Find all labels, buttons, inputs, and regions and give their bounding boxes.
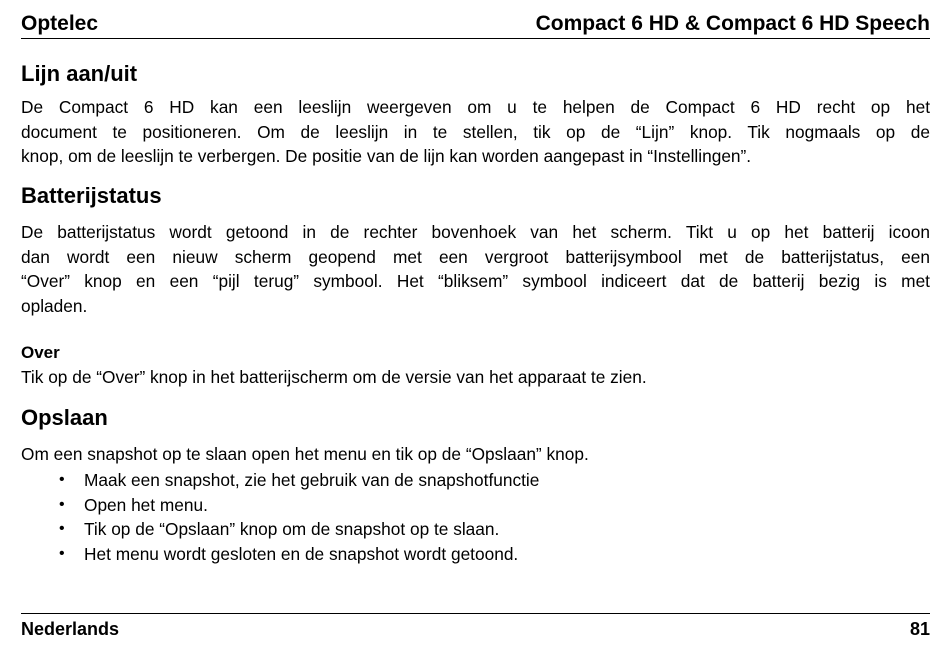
bullet-icon: • [59, 544, 65, 562]
section-body-lijn [21, 95, 930, 169]
list-item [21, 468, 930, 493]
paragraph-line: dan wordt een nieuw scherm geopend met een vergroot batterijsymbool met de batterijstatus, een [21, 246, 930, 267]
section-title-batterijstatus: Batterijstatus [21, 183, 162, 208]
list-item [21, 517, 930, 542]
paragraph-line: “Over” knop en een “pijl terug” symbool. Het “bliksem” symbool indiceert dat de batterij bezig is met [21, 271, 930, 292]
list-item-text: Open het menu. [84, 494, 208, 515]
bullet-icon: • [59, 520, 65, 538]
footer-language: Nederlands [21, 619, 120, 639]
paragraph-line: opladen. [21, 295, 88, 316]
footer-page-number: 81 [909, 619, 930, 639]
subsection-title-over: Over [21, 343, 60, 362]
manual-page [21, 0, 930, 646]
section-intro-opslaan: Om een snapshot op te slaan open het menu en tik op de “Opslaan” knop. [21, 444, 589, 464]
section-title-lijn: Lijn aan/uit [21, 61, 138, 86]
section-body-batterijstatus [21, 220, 930, 318]
page-footer [21, 613, 930, 644]
header-brand: Optelec [21, 12, 99, 35]
subsection-body-over: Tik op de “Over” knop in het batterijscherm om de versie van het apparaat te zien. [21, 367, 647, 387]
bullet-icon: • [59, 495, 65, 513]
paragraph-line: knop, om de leeslijn te verbergen. De positie van de lijn kan worden aangepast in “Instellingen”. [21, 146, 752, 167]
section-title-opslaan: Opslaan [21, 405, 108, 430]
list-item-text: Het menu wordt gesloten en de snapshot wordt getoond. [84, 543, 519, 564]
header-product-title: Compact 6 HD & Compact 6 HD Speech [535, 12, 930, 35]
list-item [21, 542, 930, 567]
list-item [21, 493, 930, 518]
paragraph-line: De Compact 6 HD kan een leeslijn weergeven om u te helpen de Compact 6 HD recht op het [21, 97, 930, 117]
paragraph-line: document te positioneren. Om de leeslijn in te stellen, tik op de “Lijn” knop. Tik nogmaals op de [21, 121, 930, 142]
opslaan-steps-list [21, 468, 930, 566]
list-item-text: Tik op de “Opslaan” knop om de snapshot op te slaan. [84, 519, 500, 540]
page-header [21, 9, 930, 39]
list-item-text: Maak een snapshot, zie het gebruik van de snapshotfunctie [84, 470, 540, 490]
bullet-icon: • [59, 471, 65, 488]
paragraph-line: De batterijstatus wordt getoond in de rechter bovenhoek van het scherm. Tikt u op het batterij icoon [21, 222, 930, 242]
